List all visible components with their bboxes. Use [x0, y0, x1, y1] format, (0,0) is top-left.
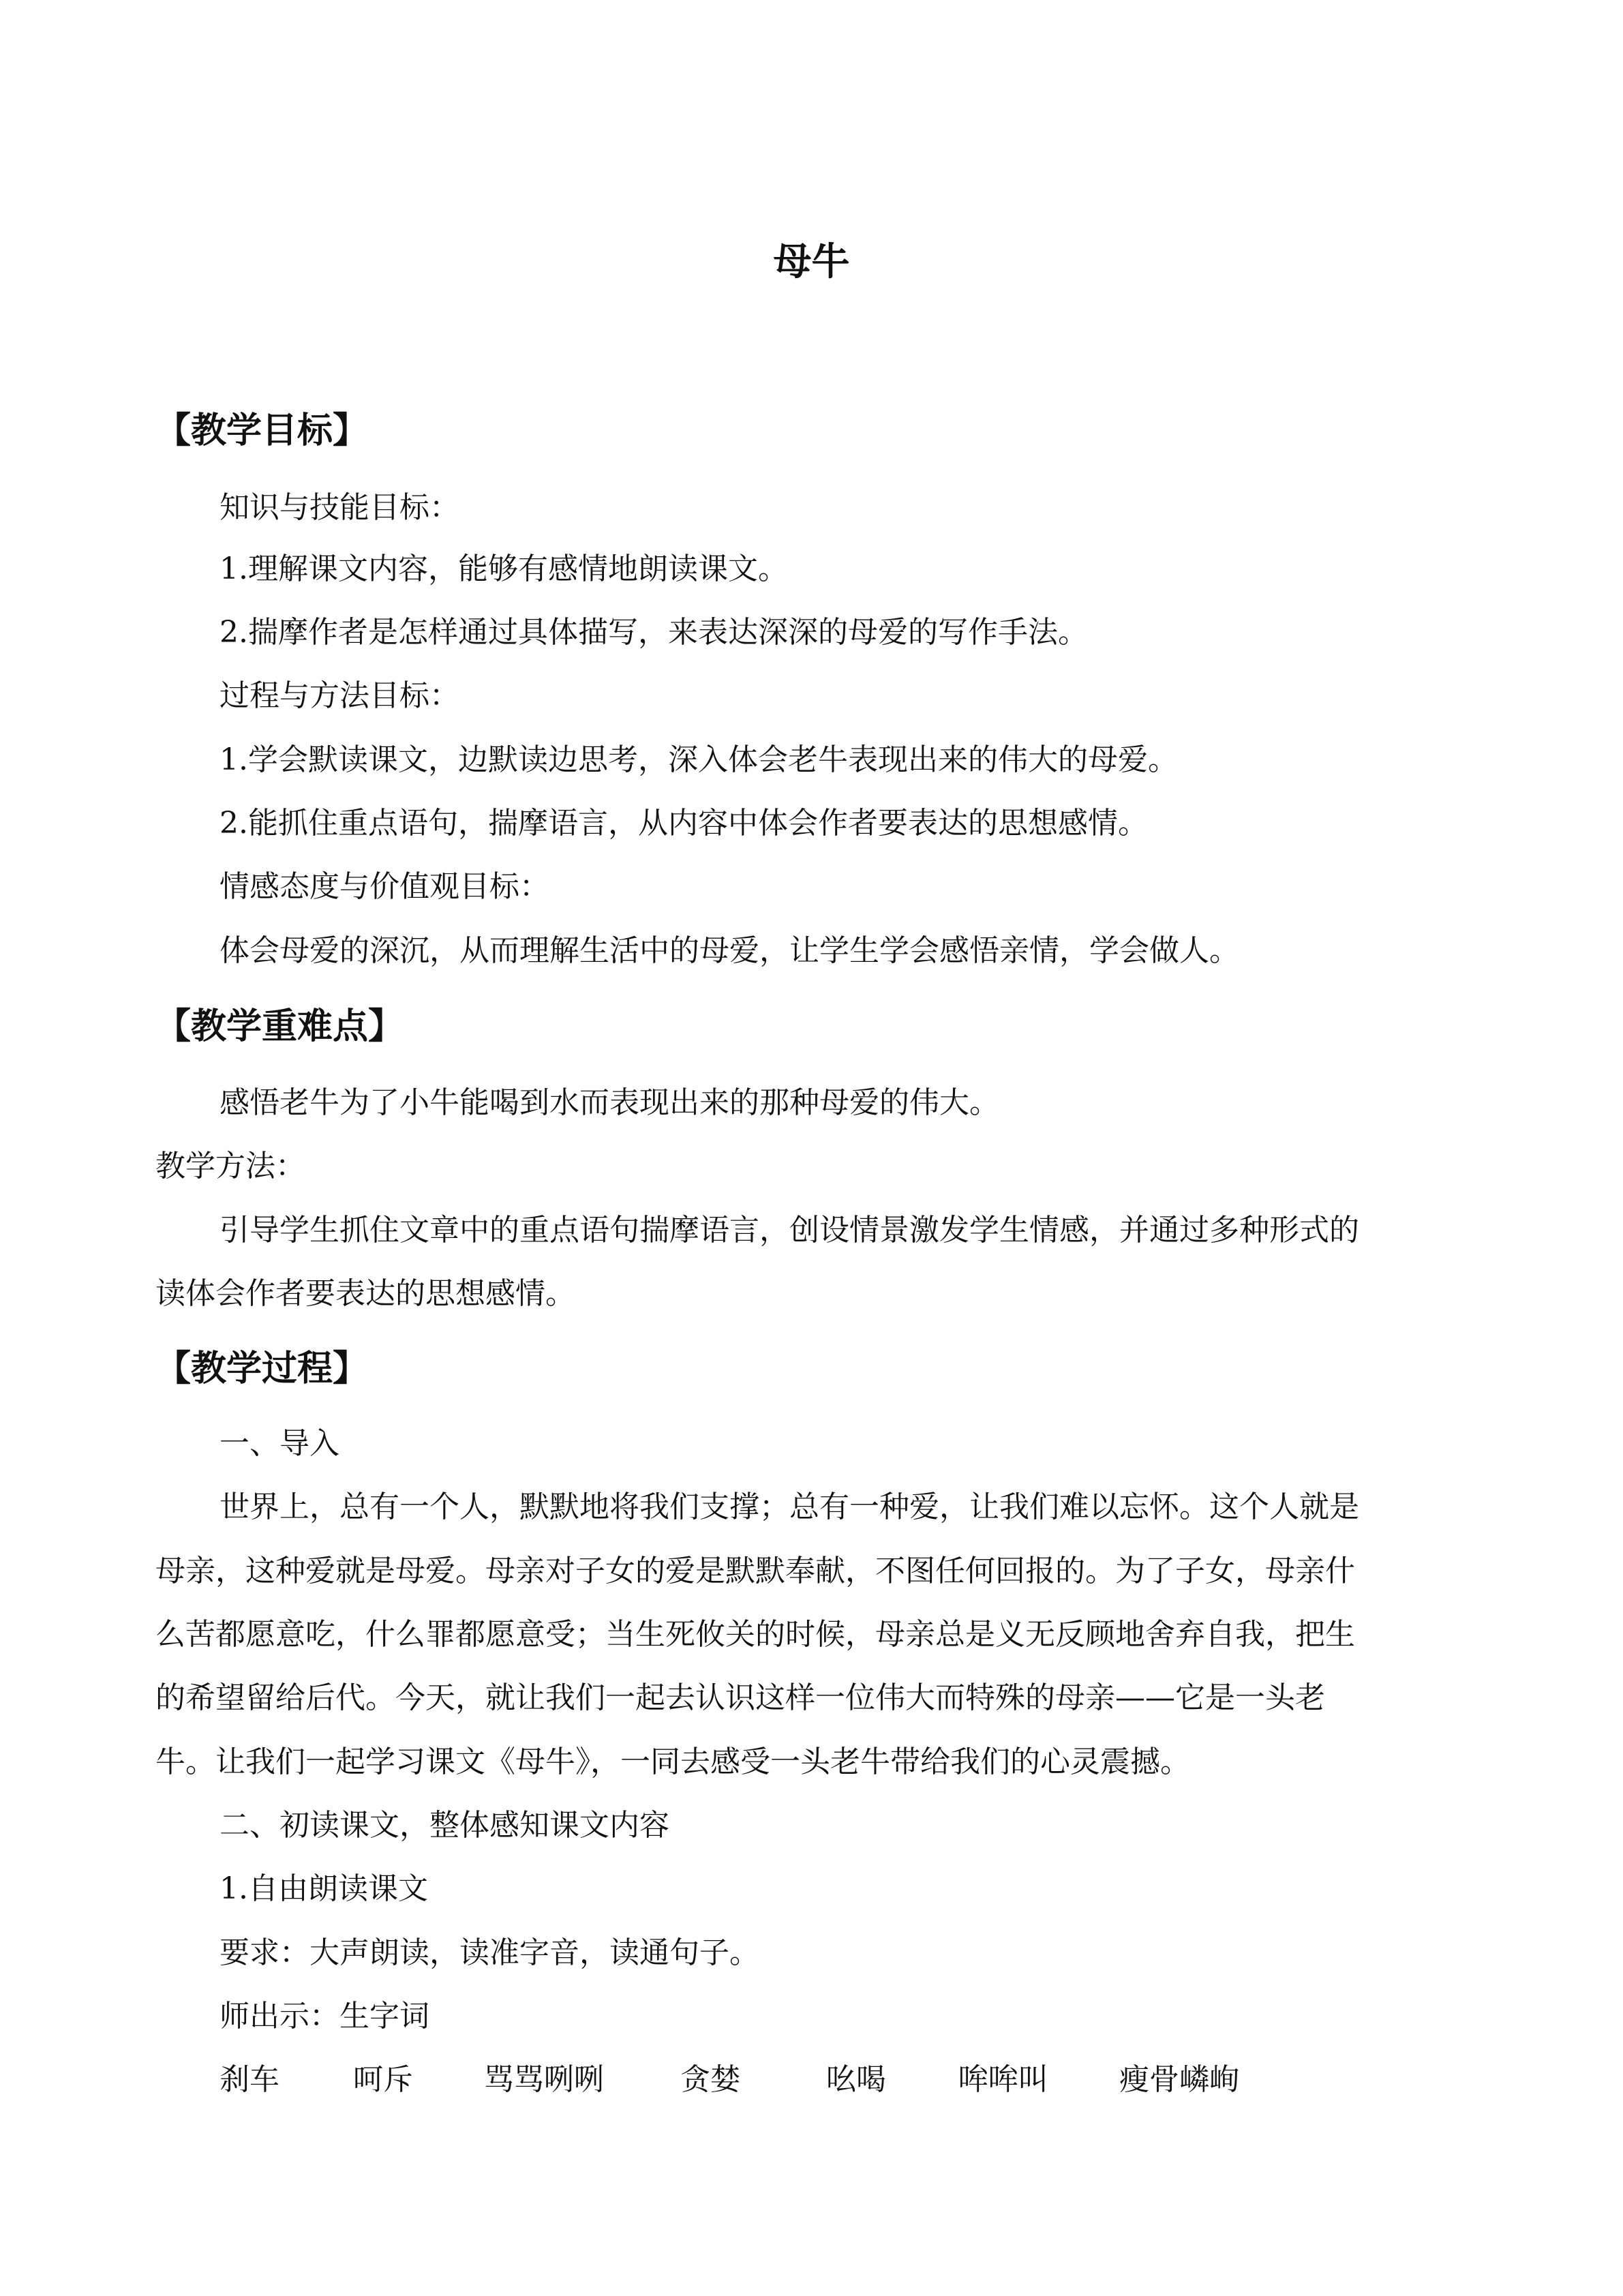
vocab-word: 刹车	[219, 2062, 279, 2097]
step2-requirement: 要求：大声朗读，读准字音，读通句子。	[219, 1935, 759, 1970]
objective-line: 2.能抓住重点语句，揣摩语言，从内容中体会作者要表达的思想感情。	[219, 806, 1148, 841]
vocab-list	[219, 2056, 1515, 2104]
objective-line: 情感态度与价值观目标：	[219, 869, 549, 904]
vocab-word: 骂骂咧咧	[484, 2062, 604, 2097]
intro-paragraph-line: 牛。让我们一起学习课文《母牛》，一同去感受一头老牛带给我们的心灵震撼。	[155, 1744, 1190, 1779]
method-line: 引导学生抓住文章中的重点语句揣摩语言，创设情景激发学生情感，并通过多种形式的	[219, 1213, 1359, 1248]
vocab-word: 贪婪	[680, 2062, 740, 2097]
vocab-word: 瘦骨嶙峋	[1119, 2062, 1239, 2097]
intro-paragraph-line: 的希望留给后代。今天，就让我们一起去认识这样一位伟大而特殊的母亲——它是一头老	[155, 1680, 1325, 1715]
heading-process: 【教学过程】	[155, 1348, 369, 1389]
method-line: 读体会作者要表达的思想感情。	[155, 1276, 575, 1311]
method-label: 教学方法：	[155, 1149, 305, 1183]
objective-line: 体会母爱的深沉，从而理解生活中的母爱，让学生学会感悟亲情，学会做人。	[219, 933, 1239, 968]
objective-line: 1.理解课文内容，能够有感情地朗读课文。	[219, 552, 788, 586]
heading-objectives: 【教学目标】	[155, 410, 369, 451]
page-title: 母牛	[773, 240, 850, 284]
objective-line: 知识与技能目标：	[219, 490, 459, 525]
vocab-word: 吆喝	[826, 2062, 886, 2097]
intro-paragraph-line: 世界上，总有一个人，默默地将我们支撑；总有一种爱，让我们难以忘怀。这个人就是	[219, 1490, 1359, 1524]
vocab-word: 哞哞叫	[958, 2062, 1048, 2097]
objective-line: 1.学会默读课文，边默读边思考，深入体会老牛表现出来的伟大的母爱。	[219, 742, 1178, 777]
intro-label: 一、导入	[219, 1426, 339, 1461]
vocab-word: 呵斥	[353, 2062, 413, 2097]
intro-paragraph-line: 母亲，这种爱就是母爱。母亲对子女的爱是默默奉献，不图任何回报的。为了子女，母亲什	[155, 1554, 1355, 1588]
objective-line: 过程与方法目标：	[219, 678, 459, 713]
objective-line: 2.揣摩作者是怎样通过具体描写，来表达深深的母爱的写作手法。	[219, 615, 1088, 650]
key-point-line: 感悟老牛为了小牛能喝到水而表现出来的那种母爱的伟大。	[219, 1085, 999, 1120]
intro-paragraph-line: 么苦都愿意吃，什么罪都愿意受；当生死攸关的时候，母亲总是义无反顾地舍弃自我，把生	[155, 1617, 1355, 1652]
step2-label: 二、初读课文，整体感知课文内容	[219, 1808, 669, 1843]
step2-sub1: 1.自由朗读课文	[219, 1871, 428, 1906]
step2-show: 师出示：生字词	[219, 1999, 429, 2034]
heading-key-points: 【教学重难点】	[155, 1006, 404, 1047]
